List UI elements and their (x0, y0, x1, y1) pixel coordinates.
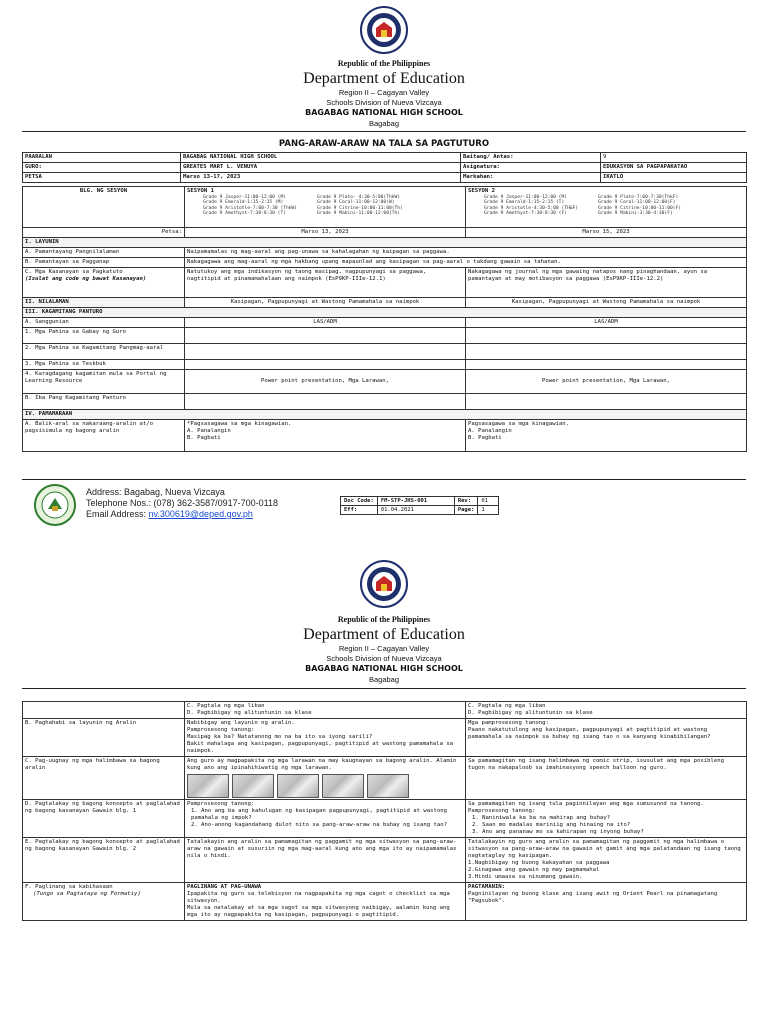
subject-value: EDUKASYON SA PAGPAPAKATAO (601, 162, 747, 172)
pag-uugnay-s2: Sa pamamagitan ng isang halimbawa ng comic strip, isusulat ang mga posibleng tugon na nakapaloob sa imahinasyong speech balloon ng guro. (466, 756, 747, 799)
division-text: Schools Division of Nueva Vizcaya (326, 98, 442, 107)
balik-aral-s1-line: A. Panalangin (187, 427, 231, 434)
doc-meta-table (340, 496, 499, 515)
email-label: Email Address: (86, 509, 147, 519)
region-text: Region II – Cagayan Valley (338, 88, 430, 97)
s1-left-sched: Grade 9 Aristotle-7:00-7:30 (ThkW) (203, 205, 298, 211)
gawain-1-s1-line: 1. Ano ang ba ang kahulugan ng kasipagan pagpupunyagi, pagtitipid at wastong pamahala ng impok? (191, 807, 447, 821)
balik-aral-s2 (466, 419, 747, 451)
town-text: Bagabag (368, 119, 400, 128)
sanggunian-s2: LAS/ADM (466, 317, 747, 327)
paghahabi-s2-line: Paano nakatutulong ang kasipagan, pagpupunyagi at pagtitipid at wastong pamamahala sa naimpok sa buhay ng isang tao o sa kanyang kinabibilangan? (468, 726, 711, 740)
session-2-date: Marso 15, 2023 (466, 228, 747, 238)
teacher-label: GURO: (23, 162, 181, 172)
sanggunian-s1: LAS/ADM (185, 317, 466, 327)
kabihasaan-s1-line: Ipapakita ng guro sa telebisyon na nagpapakita ng mga cagot o checklist sa mga sitwasyon. (187, 890, 450, 904)
school-name: BAGABAG NATIONAL HIGH SCHOOL (305, 664, 463, 673)
gawain-1-s2 (466, 799, 747, 837)
section-nilalaman: II. NILALAMAN (23, 297, 185, 307)
paghahabi-s1 (185, 718, 466, 756)
header-divider (22, 688, 746, 689)
other-materials-label: B. Iba Pang Kagamitang Panturo (23, 393, 185, 409)
section-pamamaraan: IV. PAMAMARAAN (23, 409, 747, 419)
balik-aral-s1-line: B. Pagbati (187, 434, 221, 441)
gawain-2-s2-line: Tatalakayin ng guro ang aralin sa pamamagitan ng paggamit ng mga halimbawa o sitwasyon sa pang-araw-araw na gawain at gamit ang mga palatandaan ng isang taong nagtataglay ng kasipagan. (468, 838, 741, 859)
date-value: Marso 13-17, 2023 (181, 172, 461, 182)
session-1-cell (185, 187, 466, 228)
eff-label: Eff: (341, 506, 378, 515)
deped-seal-icon (360, 560, 408, 608)
session-1-title: SESYON 1 (187, 188, 214, 194)
balik-aral-s2-line: Pagsasagawa sa mga kinagawian. (468, 420, 570, 427)
kabihasaan-s1-line: Mula sa natalakay at sa mga sagot sa mga sitwasyong naibigay, aalamin kung ang mga ito ay nagpapakita ng kasipagan, pagpupunyagi o pagtitipid. (187, 904, 450, 918)
kabihasaan-s2 (466, 882, 747, 920)
deped-seal-icon (360, 6, 408, 54)
email-link[interactable]: nv.300619@deped.gov.ph (148, 509, 253, 519)
session-1-date: Marso 13, 2023 (185, 228, 466, 238)
quarter-label: Markahan: (461, 172, 601, 182)
lesson-log-table (22, 152, 747, 183)
session-table (22, 186, 747, 452)
s2-right-sched: Grade 9 Citrine-10:00-11:00(F) (598, 205, 682, 211)
header-divider (22, 131, 746, 132)
grade-label: Baitang/ Antas: (461, 153, 601, 163)
s1-right-sched: Grade 9 Mabini-11:00-12:00(Th) (317, 211, 401, 217)
nilalaman-s1: Kasipagan, Pagpupunyagi at Wastong Pamamahala sa naimpok (185, 297, 466, 307)
s2-left-sched: Grade 9 Jasper-11:00-12:00 (M) (484, 194, 567, 200)
top-s2-line: D. Pagbibigay ng alituntunin sa klase (468, 709, 593, 716)
eff-value: 01.04.2021 (377, 506, 454, 515)
pag-uugnay-s1 (185, 756, 466, 799)
gawain-1-s1-line: 2. Ano-anong kagandahang dulot nito sa pang-araw-araw na buhay ng isang tao? (191, 821, 447, 828)
top-s2-line: C. Pagtala ng mga liban (468, 703, 546, 709)
procedure-table (22, 701, 747, 921)
ref-4-s1: Power point presentation, Mga Larawan, (185, 369, 466, 393)
layunin-b-text: Nakagagawa ang mag-aaral ng mga hakbang upang mapaunlad ang kasipagan sa pag-aaral o takdang gawain sa tahanan. (185, 257, 747, 267)
gawain-2-s2 (466, 837, 747, 882)
petsa-label: Petsa: (23, 228, 185, 238)
rev-label: Rev: (454, 497, 478, 506)
doc-code-label: Doc Code: (341, 497, 378, 506)
rev-value: 01 (478, 497, 499, 506)
top-s2 (466, 702, 747, 719)
top-s1 (185, 702, 466, 719)
s1-right-sched: Grade 9 Plato- 4:30-5:00(ThkW) (317, 194, 401, 200)
gawain-1-s1 (185, 799, 466, 837)
quarter-value: IKATLO (601, 172, 747, 182)
s1-right-sched: Grade 9 Coral-11:00-12:00(W) (317, 200, 395, 206)
top-s1-line: C. Pagtala ng mga liban (187, 703, 265, 709)
school-label: PAARALAN (23, 153, 181, 163)
paghahabi-s1-line: Nabibigay ang layunin ng aralin. (187, 719, 295, 726)
footer-address: Address: Bagabag, Nueva Vizcaya (86, 487, 225, 497)
gawain-1-s2-line: 3. Ano ang pananaw mo sa kahirapan ng inyong buhay? (472, 828, 644, 835)
department-title: Department of Education (303, 626, 465, 643)
footer-divider (22, 479, 746, 480)
s2-right-sched: Grade 9 Coral-11:00-12:00(F) (598, 200, 676, 206)
s2-right-sched: Grade 9 Mabini-3:30-4:30(F) (598, 211, 673, 217)
sanggunian-label: A. Sanggunian (23, 317, 185, 327)
gawain-1-label: D. Pagtalakay ng bagong konsepto at paglalahad ng bagong kasanayan Gawain blg. 1 (23, 799, 185, 837)
row-label-c (23, 267, 185, 297)
date-label: PETSA (23, 172, 181, 182)
pag-uugnay-label: C. Pag-uugnay ng mga halimbawa sa bagong aralin (23, 756, 185, 799)
footer-email-line (86, 509, 253, 520)
gawain-2-s1: Tatalakayin ang aralin sa pamamagitan ng paggamit ng mga sitwasyon sa pang-araw-araw na gawain at susuriin ng mga mag-aaral kung ano ang mga ito ay naipamamalas nila o hindi. (185, 837, 466, 882)
s1-left-sched: Grade 9 Jasper-11:00-12:00 (M) (203, 194, 286, 200)
republic-text: Republic of the Philippines (337, 615, 431, 624)
top-s1-line: D. Pagbibigay ng alituntunin sa klase (187, 709, 312, 716)
department-title: Department of Education (303, 70, 465, 87)
s2-left-sched: Grade 9 Amethyst-7:30-8:30 (F) (484, 211, 567, 217)
teacher-value: GREATES MART L. VENUYA (181, 162, 461, 172)
illustration-image (277, 774, 319, 798)
illustration-image (322, 774, 364, 798)
doc-code-value: FM-STP-JHS-001 (377, 497, 454, 506)
gawain-2-s2-line: 3.Hindi umaasa sa ninumang gawain. (468, 873, 583, 880)
pag-uugnay-s1-text: Ang guro ay magpapakita ng mga larawan na may kaugnayan sa bagong aralin. Alamin kung ano ang ipinahihiwatig ng mga larawan. (187, 757, 457, 771)
school-logo-icon (34, 484, 76, 526)
session-number-label: BLG. NG SESYON (23, 187, 185, 228)
row-label-a: A. Pamantayang Pangnilalaman (23, 247, 185, 257)
kabihasaan-label-cell (23, 882, 185, 920)
kabihasaan-note: (Tungo sa Pagtataya ng Formatiy) (33, 890, 141, 897)
subject-label: Asignatura: (461, 162, 601, 172)
republic-text: Republic of the Philippines (337, 59, 431, 68)
illustration-image (232, 774, 274, 798)
layunin-c-note: (Isulat ang code ng bawat Kasanayan) (25, 275, 147, 282)
section-kagamitan: III. KAGAMITANG PANTURO (23, 307, 747, 317)
school-value: BAGABAG NATIONAL HIGH SCHOOL (181, 153, 461, 163)
layunin-c-s2: Nakagagawa ng journal ng mga gawaing natapos nang pinaghandaan, ayon sa pamantayan at may motibasyon sa paggawa (EsP9KP-IIIe-12.2) (466, 267, 747, 297)
s1-left-sched: Grade 9 Amethyst-7:30-8:30 (T) (203, 211, 286, 217)
ref-row-4: 4. Karagdagang kagamitan mula sa Portal ng Learning Resource (23, 369, 185, 393)
paghahabi-s1-line: Pamprosesong tanong: (187, 726, 255, 733)
paghahabi-s1-line: Masipag ka ba? Natatanong mo na ba ito sa iyong sarili? (187, 733, 373, 740)
ref-4-s2: Power point presentation, Mga Larawan, (466, 369, 747, 393)
illustration-strip (187, 774, 463, 798)
balik-aral-s1-line: *Pagsasagawa sa mga kinagawian. (187, 420, 292, 427)
section-layunin: I. LAYUNIN (23, 237, 747, 247)
nilalaman-s2: Kasipagan, Pagpupunyagi at Wastong Pamamahala sa naimpok (466, 297, 747, 307)
footer-telephone: Telephone Nos.: (078) 362-3587/0917-700-0118 (86, 498, 278, 508)
school-name: BAGABAG NATIONAL HIGH SCHOOL (305, 108, 463, 117)
row-label-b: B. Pamantayan sa Pagganap (23, 257, 185, 267)
region-text: Region II – Cagayan Valley (338, 644, 430, 653)
balik-aral-label: A. Balik-aral sa nakaraang-aralin at/o pagsisimula ng bagong aralin (23, 419, 185, 451)
s2-left-sched: Grade 9 Aristotle-4:30-5:00 (TH&F) (484, 205, 579, 211)
s1-right-sched: Grade 9 Citrine-10:00-11:00(Th) (317, 205, 403, 211)
illustration-image (367, 774, 409, 798)
grade-value: 9 (601, 153, 747, 163)
balik-aral-s2-line: A. Panalangin (468, 427, 512, 434)
ref-row-2: 2. Mga Pahina sa Kagamitang Pangmag-aaral (23, 343, 185, 359)
kabihasaan-s1 (185, 882, 466, 920)
paghahabi-label: B. Paghahabi sa layunin ng Aralin (23, 718, 185, 756)
gawain-1-s2-line: 2. Saan mo madalas mariniig ang hinaing na ito? (472, 821, 631, 828)
paghahabi-s1-line: Bakit mahalaga ang kasipagan, pagpupunyagi, pagtitipid at wastong pamamahala sa naimpok. (187, 740, 454, 754)
layunin-c-label: C. Mga Kasanayan sa Pagkatuto (25, 268, 123, 275)
ref-row-1: 1. Mga Pahina sa Gabay ng Guro (23, 327, 185, 343)
balik-aral-s1 (185, 419, 466, 451)
town-text: Bagabag (368, 675, 400, 684)
s1-left-sched: Grade 9 Emerald-1:15-2:15 (M) (203, 200, 284, 206)
gawain-2-s2-line: 1.Nagbibigay ng buong kakayahan sa paggawa (468, 859, 610, 866)
page-label: Page: (454, 506, 478, 515)
kabihasaan-s2-line: PAGTAMANIN: (468, 883, 506, 890)
ref-row-3: 3. Mga Pahina sa Teskbuk (23, 359, 185, 369)
s2-left-sched: Grade 9 Emerald-1:15-2:15 (T) (484, 200, 565, 206)
gawain-1-s2-line: 1. Naniniwala ka ba na mahirap ang buhay? (472, 814, 611, 821)
division-text: Schools Division of Nueva Vizcaya (326, 654, 442, 663)
gawain-2-label: E. Pagtalakay ng bagong konsepto at paglalahad ng bagong kasanayan Gawain blg. 2 (23, 837, 185, 882)
kabihasaan-label: F. Paglinang sa kabihasaan (25, 883, 113, 890)
gawain-1-s2-line: Pamprosesong tanong: (468, 807, 536, 814)
session-2-cell (466, 187, 747, 228)
session-2-title: SESYON 2 (468, 188, 495, 194)
s2-right-sched: Grade 9 Plato-7:00-7:30(ThkF) (598, 194, 679, 200)
balik-aral-s2-line: B. Pagbati (468, 434, 502, 441)
document-title: PANG-ARAW-ARAW NA TALA SA PAGTUTURO (278, 139, 490, 149)
paghahabi-s2 (466, 718, 747, 756)
gawain-1-s2-line: Sa pamamagitan ng isang tula paginnilayan ang mga sumusunod na tanong. (468, 800, 704, 807)
kabihasaan-s2-line: Pagninilayan ng buong klase ang isang awit ng Orient Pearl na pinamagatang "Pagsubok". (468, 890, 718, 904)
paghahabi-s2-line: Mga pamprosesong tanong: (468, 719, 549, 726)
kabihasaan-s1-line: PAGLINANG AT PAG-UNAWA (187, 883, 262, 890)
gawain-2-s2-line: 2.Ginagawa ang gawain ng may pagmamahal (468, 866, 600, 873)
layunin-a-text: Naipamamalas ng mag-aaral ang pag-unawa sa kahalagahan ng kaipagan sa paggawa. (185, 247, 747, 257)
illustration-image (187, 774, 229, 798)
gawain-1-s1-line: Pamprosesong tanong: (187, 800, 255, 807)
layunin-c-s1: Natutukoy ang mga indikasyon ng taong masipag, nagpupunyagi sa paggawa, nagtitipid at pinamamahalaan ang naimpok (EsP9KP-IIIe-12.1) (185, 267, 466, 297)
page-value: 1 (478, 506, 499, 515)
